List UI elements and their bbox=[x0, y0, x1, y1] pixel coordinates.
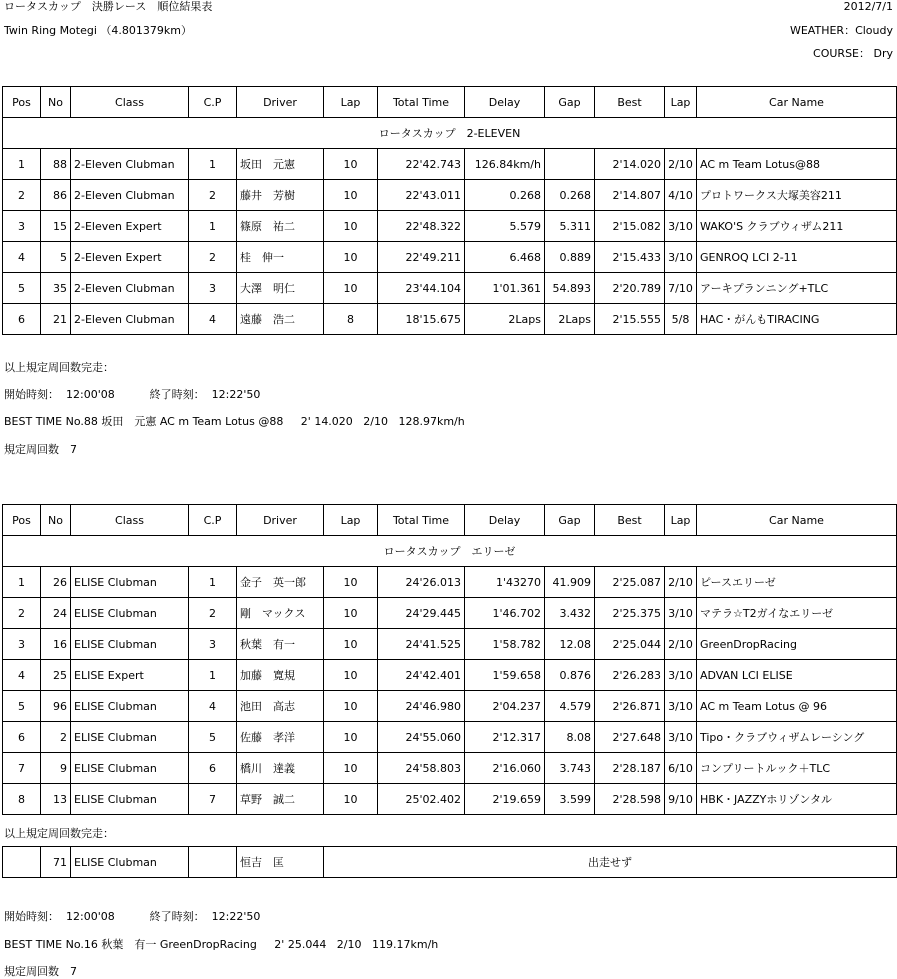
best-cell: 2'28.598 bbox=[595, 784, 665, 815]
car-name-cell: Tipo・クラブウィザムレーシング bbox=[697, 722, 897, 753]
class-cell: ELISE Clubman bbox=[71, 753, 189, 784]
column-header: Lap bbox=[324, 87, 378, 118]
result-row bbox=[3, 722, 897, 753]
pos-cell: 1 bbox=[3, 149, 41, 180]
best-cell: 2'26.871 bbox=[595, 691, 665, 722]
column-header: Delay bbox=[465, 505, 545, 536]
pos-cell: 3 bbox=[3, 629, 41, 660]
driver-cell: 剛 マックス bbox=[237, 598, 324, 629]
driver-cell: 草野 誠二 bbox=[237, 784, 324, 815]
delay-cell: 6.468 bbox=[465, 242, 545, 273]
pos-cell: 3 bbox=[3, 211, 41, 242]
race1-best-time: BEST TIME No.88 坂田 元憲 AC m Team Lotus @88 2' 14.020 2/10 128.97km/h bbox=[4, 415, 465, 428]
best-cell: 2'25.375 bbox=[595, 598, 665, 629]
cp-cell: 1 bbox=[189, 660, 237, 691]
pos-cell: 6 bbox=[3, 304, 41, 335]
no-cell: 26 bbox=[41, 567, 71, 598]
class-cell: ELISE Clubman bbox=[71, 598, 189, 629]
gap-cell: 0.876 bbox=[545, 660, 595, 691]
result-row bbox=[3, 753, 897, 784]
delay-cell: 1'43270 bbox=[465, 567, 545, 598]
best-lap-cell: 9/10 bbox=[665, 784, 697, 815]
cp-cell: 5 bbox=[189, 722, 237, 753]
driver-cell: 藤井 芳樹 bbox=[237, 180, 324, 211]
header-row bbox=[3, 87, 897, 118]
pos-cell: 7 bbox=[3, 753, 41, 784]
race1-required-laps: 規定周回数 7 bbox=[4, 443, 77, 456]
race2-best-time: BEST TIME No.16 秋葉 有一 GreenDropRacing 2' 25.044 2/10 119.17km/h bbox=[4, 938, 439, 951]
race2-results-table bbox=[2, 504, 897, 815]
total-time-cell: 24'41.525 bbox=[378, 629, 465, 660]
no-cell: 96 bbox=[41, 691, 71, 722]
cp-cell: 2 bbox=[189, 242, 237, 273]
result-row bbox=[3, 598, 897, 629]
circuit-info: Twin Ring Motegi （4.801379km） bbox=[4, 24, 192, 37]
dns-pos bbox=[3, 847, 41, 878]
column-header: Driver bbox=[237, 505, 324, 536]
column-header: Delay bbox=[465, 87, 545, 118]
total-time-cell: 24'42.401 bbox=[378, 660, 465, 691]
driver-cell: 坂田 元憲 bbox=[237, 149, 324, 180]
class-cell: 2-Eleven Clubman bbox=[71, 149, 189, 180]
gap-cell: 0.268 bbox=[545, 180, 595, 211]
car-name-cell: プロトワークス大塚美容211 bbox=[697, 180, 897, 211]
cp-cell: 4 bbox=[189, 691, 237, 722]
class-cell: 2-Eleven Clubman bbox=[71, 180, 189, 211]
class-cell: 2-Eleven Expert bbox=[71, 242, 189, 273]
car-name-cell: GreenDropRacing bbox=[697, 629, 897, 660]
pos-cell: 5 bbox=[3, 273, 41, 304]
column-header: Pos bbox=[3, 505, 41, 536]
gap-cell: 54.893 bbox=[545, 273, 595, 304]
best-lap-cell: 4/10 bbox=[665, 180, 697, 211]
lap-cell: 10 bbox=[324, 273, 378, 304]
no-cell: 13 bbox=[41, 784, 71, 815]
column-header: C.P bbox=[189, 505, 237, 536]
lap-cell: 10 bbox=[324, 598, 378, 629]
result-row bbox=[3, 567, 897, 598]
group-title: ロータスカップ エリーゼ bbox=[3, 536, 897, 567]
lap-cell: 10 bbox=[324, 211, 378, 242]
driver-cell: 大澤 明仁 bbox=[237, 273, 324, 304]
report-date: 2012/7/1 bbox=[843, 0, 893, 13]
column-header: Best bbox=[595, 505, 665, 536]
best-cell: 2'15.433 bbox=[595, 242, 665, 273]
cp-cell: 4 bbox=[189, 304, 237, 335]
total-time-cell: 24'29.445 bbox=[378, 598, 465, 629]
pos-cell: 2 bbox=[3, 598, 41, 629]
lap-cell: 10 bbox=[324, 784, 378, 815]
column-header: Total Time bbox=[378, 505, 465, 536]
total-time-cell: 24'46.980 bbox=[378, 691, 465, 722]
cp-cell: 1 bbox=[189, 567, 237, 598]
column-header: Car Name bbox=[697, 505, 897, 536]
car-name-cell: AC m Team Lotus@88 bbox=[697, 149, 897, 180]
lap-cell: 10 bbox=[324, 149, 378, 180]
pos-cell: 1 bbox=[3, 567, 41, 598]
weather-info: WEATHER：Cloudy bbox=[789, 24, 893, 37]
delay-cell: 2'12.317 bbox=[465, 722, 545, 753]
gap-cell: 41.909 bbox=[545, 567, 595, 598]
column-header: Pos bbox=[3, 87, 41, 118]
lap-cell: 10 bbox=[324, 722, 378, 753]
pos-cell: 4 bbox=[3, 242, 41, 273]
delay-cell: 2Laps bbox=[465, 304, 545, 335]
best-lap-cell: 3/10 bbox=[665, 722, 697, 753]
no-cell: 15 bbox=[41, 211, 71, 242]
best-lap-cell: 7/10 bbox=[665, 273, 697, 304]
result-row bbox=[3, 629, 897, 660]
total-time-cell: 24'26.013 bbox=[378, 567, 465, 598]
total-time-cell: 22'49.211 bbox=[378, 242, 465, 273]
best-cell: 2'27.648 bbox=[595, 722, 665, 753]
race2-start-end-times: 開始時刻： 12:00'08 終了時刻： 12:22'50 bbox=[4, 910, 261, 923]
class-cell: ELISE Clubman bbox=[71, 567, 189, 598]
class-cell: 2-Eleven Clubman bbox=[71, 273, 189, 304]
best-lap-cell: 3/10 bbox=[665, 598, 697, 629]
total-time-cell: 22'48.322 bbox=[378, 211, 465, 242]
gap-cell bbox=[545, 149, 595, 180]
column-header: Gap bbox=[545, 505, 595, 536]
lap-cell: 10 bbox=[324, 180, 378, 211]
column-header: C.P bbox=[189, 87, 237, 118]
driver-cell: 篠原 祐二 bbox=[237, 211, 324, 242]
race2-dns-table bbox=[2, 846, 897, 878]
class-cell: 2-Eleven Expert bbox=[71, 211, 189, 242]
race1-results-table bbox=[2, 86, 897, 335]
best-lap-cell: 2/10 bbox=[665, 149, 697, 180]
gap-cell: 0.889 bbox=[545, 242, 595, 273]
dns-cp bbox=[189, 847, 237, 878]
best-lap-cell: 3/10 bbox=[665, 660, 697, 691]
race2-completed-label: 以上規定周回数完走： bbox=[4, 827, 114, 840]
result-row bbox=[3, 273, 897, 304]
no-cell: 35 bbox=[41, 273, 71, 304]
cp-cell: 7 bbox=[189, 784, 237, 815]
total-time-cell: 24'58.803 bbox=[378, 753, 465, 784]
column-header: Lap bbox=[665, 87, 697, 118]
best-cell: 2'20.789 bbox=[595, 273, 665, 304]
delay-cell: 126.84km/h bbox=[465, 149, 545, 180]
gap-cell: 2Laps bbox=[545, 304, 595, 335]
cp-cell: 1 bbox=[189, 211, 237, 242]
lap-cell: 8 bbox=[324, 304, 378, 335]
class-cell: ELISE Clubman bbox=[71, 722, 189, 753]
gap-cell: 8.08 bbox=[545, 722, 595, 753]
group-row bbox=[3, 118, 897, 149]
driver-cell: 池田 高志 bbox=[237, 691, 324, 722]
best-cell: 2'15.082 bbox=[595, 211, 665, 242]
class-cell: ELISE Expert bbox=[71, 660, 189, 691]
group-row bbox=[3, 536, 897, 567]
driver-cell: 遠藤 浩二 bbox=[237, 304, 324, 335]
car-name-cell: HAC・がんもTIRACING bbox=[697, 304, 897, 335]
gap-cell: 3.432 bbox=[545, 598, 595, 629]
pos-cell: 4 bbox=[3, 660, 41, 691]
best-cell: 2'25.087 bbox=[595, 567, 665, 598]
no-cell: 2 bbox=[41, 722, 71, 753]
pos-cell: 5 bbox=[3, 691, 41, 722]
cp-cell: 6 bbox=[189, 753, 237, 784]
column-header: Best bbox=[595, 87, 665, 118]
no-cell: 21 bbox=[41, 304, 71, 335]
column-header: Car Name bbox=[697, 87, 897, 118]
lap-cell: 10 bbox=[324, 629, 378, 660]
column-header: Class bbox=[71, 505, 189, 536]
dns-class: ELISE Clubman bbox=[71, 847, 189, 878]
column-header: No bbox=[41, 505, 71, 536]
car-name-cell: HBK・JAZZYホリゾンタル bbox=[697, 784, 897, 815]
driver-cell: 橋川 達義 bbox=[237, 753, 324, 784]
total-time-cell: 24'55.060 bbox=[378, 722, 465, 753]
car-name-cell: WAKO'S クラブウィザム211 bbox=[697, 211, 897, 242]
delay-cell: 1'46.702 bbox=[465, 598, 545, 629]
dns-status: 出走せず bbox=[324, 847, 897, 878]
no-cell: 5 bbox=[41, 242, 71, 273]
delay-cell: 1'01.361 bbox=[465, 273, 545, 304]
result-row bbox=[3, 149, 897, 180]
cp-cell: 3 bbox=[189, 273, 237, 304]
total-time-cell: 22'42.743 bbox=[378, 149, 465, 180]
dns-no: 71 bbox=[41, 847, 71, 878]
best-cell: 2'14.807 bbox=[595, 180, 665, 211]
lap-cell: 10 bbox=[324, 691, 378, 722]
no-cell: 9 bbox=[41, 753, 71, 784]
class-cell: ELISE Clubman bbox=[71, 784, 189, 815]
car-name-cell: ADVAN LCI ELISE bbox=[697, 660, 897, 691]
result-row bbox=[3, 211, 897, 242]
pos-cell: 8 bbox=[3, 784, 41, 815]
cp-cell: 1 bbox=[189, 149, 237, 180]
best-cell: 2'26.283 bbox=[595, 660, 665, 691]
best-cell: 2'25.044 bbox=[595, 629, 665, 660]
dns-row bbox=[3, 847, 897, 878]
best-lap-cell: 5/8 bbox=[665, 304, 697, 335]
total-time-cell: 22'43.011 bbox=[378, 180, 465, 211]
best-cell: 2'28.187 bbox=[595, 753, 665, 784]
best-lap-cell: 3/10 bbox=[665, 211, 697, 242]
result-row bbox=[3, 660, 897, 691]
cp-cell: 2 bbox=[189, 598, 237, 629]
driver-cell: 金子 英一郎 bbox=[237, 567, 324, 598]
lap-cell: 10 bbox=[324, 567, 378, 598]
result-row bbox=[3, 304, 897, 335]
total-time-cell: 25'02.402 bbox=[378, 784, 465, 815]
best-lap-cell: 3/10 bbox=[665, 691, 697, 722]
class-cell: ELISE Clubman bbox=[71, 629, 189, 660]
cp-cell: 3 bbox=[189, 629, 237, 660]
result-row bbox=[3, 784, 897, 815]
result-row bbox=[3, 242, 897, 273]
column-header: Class bbox=[71, 87, 189, 118]
best-cell: 2'14.020 bbox=[595, 149, 665, 180]
gap-cell: 12.08 bbox=[545, 629, 595, 660]
gap-cell: 5.311 bbox=[545, 211, 595, 242]
result-row bbox=[3, 180, 897, 211]
driver-cell: 佐藤 孝洋 bbox=[237, 722, 324, 753]
header-row bbox=[3, 505, 897, 536]
race1-completed-label: 以上規定周回数完走： bbox=[4, 361, 114, 374]
column-header: Driver bbox=[237, 87, 324, 118]
delay-cell: 2'16.060 bbox=[465, 753, 545, 784]
report-title: ロータスカップ 決勝レース 順位結果表 bbox=[4, 0, 213, 13]
no-cell: 16 bbox=[41, 629, 71, 660]
pos-cell: 2 bbox=[3, 180, 41, 211]
best-lap-cell: 2/10 bbox=[665, 567, 697, 598]
driver-cell: 秋葉 有一 bbox=[237, 629, 324, 660]
column-header: Gap bbox=[545, 87, 595, 118]
total-time-cell: 18'15.675 bbox=[378, 304, 465, 335]
total-time-cell: 23'44.104 bbox=[378, 273, 465, 304]
column-header: No bbox=[41, 87, 71, 118]
lap-cell: 10 bbox=[324, 660, 378, 691]
dns-driver: 恒吉 匡 bbox=[237, 847, 324, 878]
no-cell: 24 bbox=[41, 598, 71, 629]
pos-cell: 6 bbox=[3, 722, 41, 753]
lap-cell: 10 bbox=[324, 753, 378, 784]
no-cell: 88 bbox=[41, 149, 71, 180]
race2-required-laps: 規定周回数 7 bbox=[4, 965, 77, 978]
course-info: COURSE： Dry bbox=[813, 47, 893, 60]
column-header: Lap bbox=[665, 505, 697, 536]
delay-cell: 1'58.782 bbox=[465, 629, 545, 660]
car-name-cell: AC m Team Lotus @ 96 bbox=[697, 691, 897, 722]
driver-cell: 加藤 寛規 bbox=[237, 660, 324, 691]
delay-cell: 0.268 bbox=[465, 180, 545, 211]
delay-cell: 2'19.659 bbox=[465, 784, 545, 815]
delay-cell: 5.579 bbox=[465, 211, 545, 242]
driver-cell: 桂 伸一 bbox=[237, 242, 324, 273]
lap-cell: 10 bbox=[324, 242, 378, 273]
best-lap-cell: 3/10 bbox=[665, 242, 697, 273]
car-name-cell: コンプリートルック＋TLC bbox=[697, 753, 897, 784]
group-title: ロータスカップ 2-ELEVEN bbox=[3, 118, 897, 149]
delay-cell: 2'04.237 bbox=[465, 691, 545, 722]
cp-cell: 2 bbox=[189, 180, 237, 211]
gap-cell: 3.743 bbox=[545, 753, 595, 784]
race1-start-end-times: 開始時刻： 12:00'08 終了時刻： 12:22'50 bbox=[4, 388, 261, 401]
gap-cell: 4.579 bbox=[545, 691, 595, 722]
best-lap-cell: 6/10 bbox=[665, 753, 697, 784]
car-name-cell: アーキプランニング+TLC bbox=[697, 273, 897, 304]
delay-cell: 1'59.658 bbox=[465, 660, 545, 691]
best-lap-cell: 2/10 bbox=[665, 629, 697, 660]
best-cell: 2'15.555 bbox=[595, 304, 665, 335]
column-header: Lap bbox=[324, 505, 378, 536]
car-name-cell: ピースエリーゼ bbox=[697, 567, 897, 598]
no-cell: 25 bbox=[41, 660, 71, 691]
car-name-cell: GENROQ LCI 2-11 bbox=[697, 242, 897, 273]
result-row bbox=[3, 691, 897, 722]
class-cell: 2-Eleven Clubman bbox=[71, 304, 189, 335]
column-header: Total Time bbox=[378, 87, 465, 118]
class-cell: ELISE Clubman bbox=[71, 691, 189, 722]
car-name-cell: マテラ☆T2ガイなエリーゼ bbox=[697, 598, 897, 629]
no-cell: 86 bbox=[41, 180, 71, 211]
gap-cell: 3.599 bbox=[545, 784, 595, 815]
